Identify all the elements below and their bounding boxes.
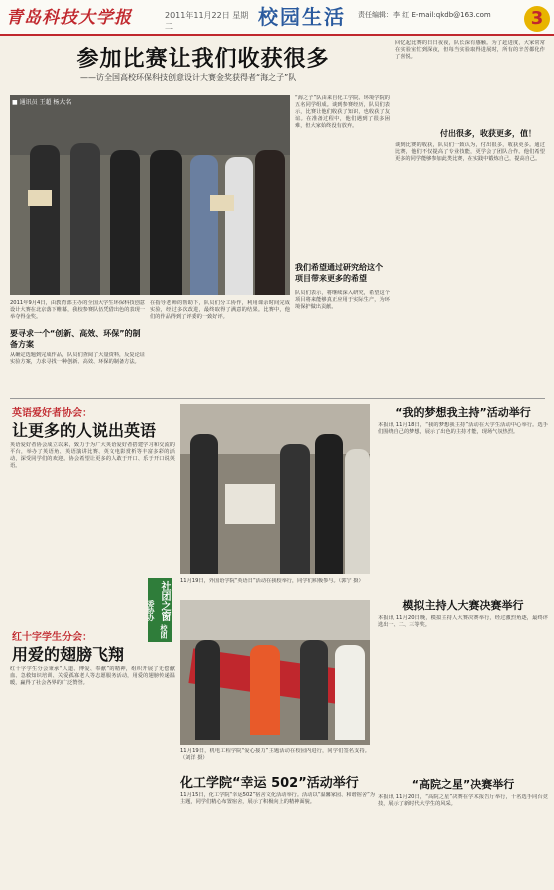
photo-caption-middle: 11月19日，外国语学院“英语日”活动在我校举行，同学们积极参与。（郭宁 摄） [180, 578, 364, 584]
main-body-3: 在指导老师的帮助下，队员们分工协作，利用课余时间完成实验，经过多次改进，最终取得了满意的结果。比赛中，他们的作品得到了评委的一致好评。 [150, 300, 290, 320]
main-headline: 参加比赛让我们收获很多 [76, 47, 330, 72]
main-subtitle-1: 要寻求一个“创新、高效、环保”的制备方案 [10, 329, 141, 349]
main-subtitle-2: 我们希望通过研究给这个项目带来更多的希望 [295, 263, 383, 283]
redcross-kicker: 红十字学生分会： [12, 632, 92, 643]
photo-credit: ■ 通讯员 王超 杨大名 [12, 99, 72, 106]
page-number: 3 [524, 6, 550, 32]
team-photo [10, 95, 290, 295]
bottom-headline: 化工学院“幸运 502”活动举行 [180, 776, 359, 791]
english-headline: 让更多的人说出英语 [12, 421, 157, 440]
right-body-3: 本报讯 11月20日，“高院之星”决赛在学术报告厅举行，十名选手同台竞技，展示了新时代大学生的风采。 [378, 794, 548, 807]
main-body-1: 2011年9月4日，由教育部主办的全国大学生环保科技创意设计大赛在北京落下帷幕，我校参赛队伍凭借出色的表现一举夺得金奖。 [10, 300, 145, 320]
issue-date: 2011年11月22日 星期二 [165, 11, 249, 31]
redcross-body: 红十字学生分会秉承“人道、博爱、奉献”的精神，组织开展了无偿献血、急救知识培训、关爱孤寡老人等志愿服务活动，用爱的翅膀传递温暖，赢得了社会各界的广泛赞誉。 [10, 666, 175, 686]
section-title: 校园生活 [258, 5, 346, 29]
paper-name: 青岛科技大学报 [6, 8, 132, 28]
right-body-1: 本报讯 11月18日，“我的梦想我主持”活动在大学生活动中心举行。选手们围绕自己的梦想，展示了出色的主持才能，现场气氛热烈。 [378, 422, 548, 435]
main-subtitle-3: 付出很多，收获更多，值！ [440, 129, 536, 138]
right-headline-1: “我的梦想我主持”活动举行 [395, 406, 531, 419]
right-headline-2: 模拟主持人大赛决赛举行 [402, 599, 524, 612]
event-photo-2 [180, 600, 370, 745]
main-subhead: ——访全国高校环保科技创意设计大赛金奖获得者“海之子”队 [80, 73, 297, 82]
main-body-4: “海之子”队由来自化工学院、环境学院的五名同学组成。谈到参赛经历，队员们表示，比赛让他们收获了知识，也收获了友谊。在准备过程中，他们遇到了很多困难，但大家始终没有放弃。 [295, 95, 390, 129]
main-body-5: 队员们表示，将继续深入研究，希望这个项目将来能够真正应用于实际生产，为环境保护做出贡献。 [295, 290, 390, 310]
english-body: 英语爱好者协会成立以来，致力于为广大英语爱好者搭建学习和交流的平台，举办了英语角、英语演讲比赛、英文电影赏析等丰富多彩的活动，深受同学们的欢迎。协会希望让更多的人敢于开口、乐于开口说英语。 [10, 442, 175, 469]
redcross-headline: 用爱的翅膀飞翔 [12, 645, 125, 664]
right-body-2: 本报讯 11月20日晚，模拟主持人大赛决赛举行，经过激烈角逐，最终评选出一、二、三等奖。 [378, 615, 548, 628]
bottom-body: 11月15日，化工学院“幸运502”宿舍文化活动举行。活动以“温馨家园、和谐宿舍”为主题，同学们精心布置宿舍，展示了积极向上的精神面貌。 [180, 792, 375, 805]
english-kicker: 英语爱好者协会： [12, 408, 92, 419]
main-body-6: 回忆起比赛的日日夜夜，队长深有感触。为了赶进度，大家常常在实验室忙到深夜，但每当实验取得进展时，所有的辛苦都化作了喜悦。 [395, 40, 545, 60]
club-tag: 社团之窗 校团委协办 [148, 578, 172, 642]
right-headline-3: “高院之星”决赛举行 [411, 778, 515, 791]
main-body-7: 谈到比赛的收获，队员们一致认为，付出很多，收获更多。通过比赛，他们不仅提高了专业技能，更学会了团队合作。他们希望更多的同学能够参加此类比赛，在实践中锻炼自己，提高自己。 [395, 142, 545, 162]
main-body-2: 从确定选题到完成作品，队员们查阅了大量资料，反复论证实验方案，力求寻找一种创新、高效、环保的制备方法。 [10, 352, 145, 365]
event-photo-1 [180, 404, 370, 574]
editor-info: 责任编辑：李 红 E-mail:qkdb@163.com [358, 11, 491, 19]
photo-caption-lower: 11月19日，机电工程学院“爱心接力”主题活动在校园内进行，同学们签名支持。（刘洋 摄） [180, 748, 370, 761]
